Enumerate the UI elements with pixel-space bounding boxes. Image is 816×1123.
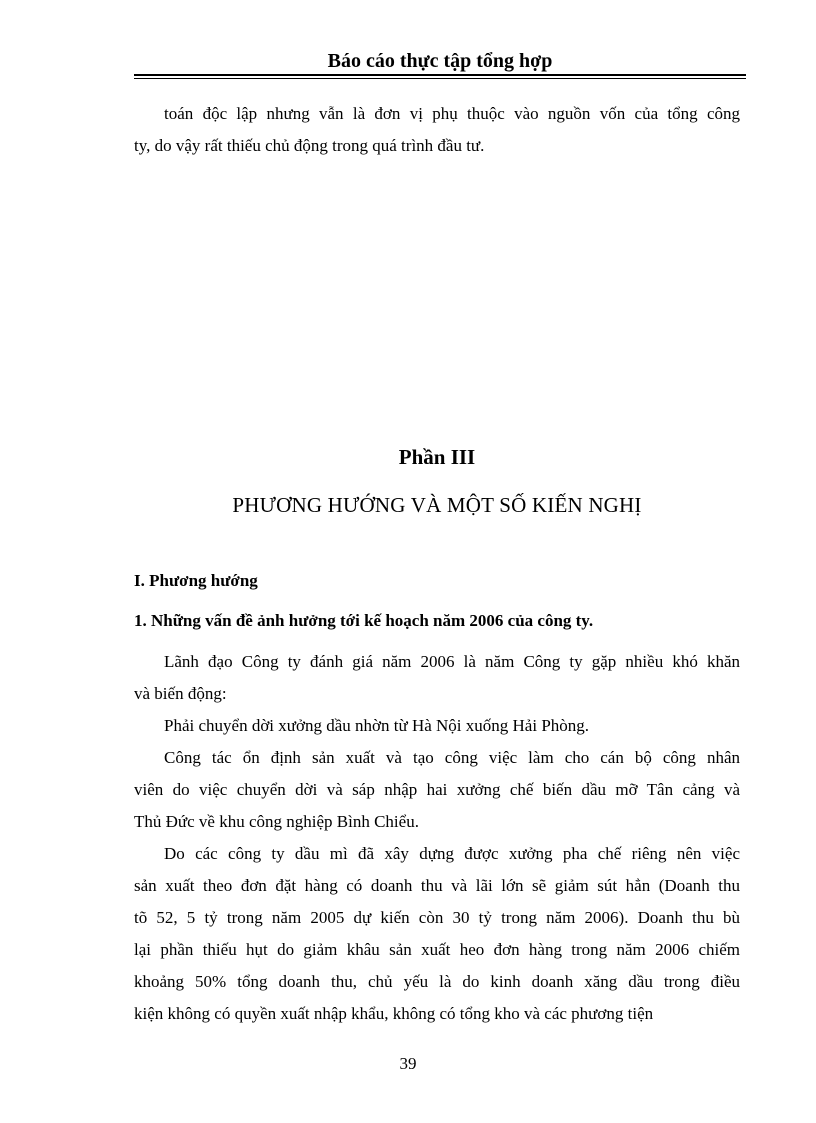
body-paragraph	[134, 742, 740, 838]
paragraph-line: Lãnh đạo Công ty đánh giá năm 2006 là năm Công ty gặp nhiều khó khăn	[164, 652, 740, 671]
paragraph-line: ty, do vậy rất thiếu chủ động trong quá trình đầu tư.	[134, 136, 485, 155]
paragraph-line: kiện không có quyền xuất nhập khẩu, không có tổng kho và các phương tiện	[134, 1004, 654, 1023]
section-heading: I. Phương hướng	[134, 571, 258, 590]
paragraph-line: Phải chuyển dời xưởng dầu nhờn từ Hà Nội xuống Hải Phòng.	[164, 716, 590, 735]
paragraph-line: sản xuất theo đơn đặt hàng có doanh thu và lãi lớn sẽ giảm sút hẳn (Doanh thu	[134, 876, 740, 895]
body-paragraph	[134, 710, 740, 742]
paragraph-line: Do các công ty dầu mì đã xây dựng được xưởng pha chế riêng nên việc	[164, 844, 740, 863]
paragraph-line: toán độc lập nhưng vẫn là đơn vị phụ thuộc vào nguồn vốn của tổng công	[164, 104, 740, 123]
header-rule-thin	[134, 78, 746, 79]
header-rule-thick	[134, 74, 746, 76]
page-number: 39	[399, 1054, 417, 1073]
part-subtitle: PHƯƠNG HƯỚNG VÀ MỘT SỐ KIẾN NGHỊ	[232, 493, 642, 517]
paragraph-line: khoảng 50% tổng doanh thu, chủ yếu là do kinh doanh xăng dầu trong điều	[134, 972, 740, 991]
paragraph-line: Công tác ổn định sản xuất và tạo công việc làm cho cán bộ công nhân	[164, 748, 740, 767]
paragraph-line: tõ 52, 5 tỷ trong năm 2005 dự kiến còn 30 tỷ trong năm 2006). Doanh thu bù	[134, 908, 740, 927]
subsection-heading: 1. Những vấn đề ảnh hưởng tới kế hoạch năm 2006 của công ty.	[134, 611, 594, 630]
paragraph-line: viên do việc chuyển dời và sáp nhập hai xưởng chế biến dầu mỡ Tân cảng và	[134, 780, 740, 799]
paragraph-line: lại phần thiếu hụt do giảm khâu sản xuất heo đơn hàng trong năm 2006 chiếm	[134, 940, 740, 959]
part-title: Phần III	[398, 445, 476, 469]
body-paragraph	[134, 646, 740, 710]
intro-paragraph	[134, 98, 740, 162]
body-paragraph	[134, 838, 740, 1030]
page-header-title: Báo cáo thực tập tổng hợp	[327, 50, 553, 72]
paragraph-line: và biến động:	[134, 684, 227, 703]
paragraph-line: Thủ Đức về khu công nghiệp Bình Chiểu.	[134, 812, 419, 831]
